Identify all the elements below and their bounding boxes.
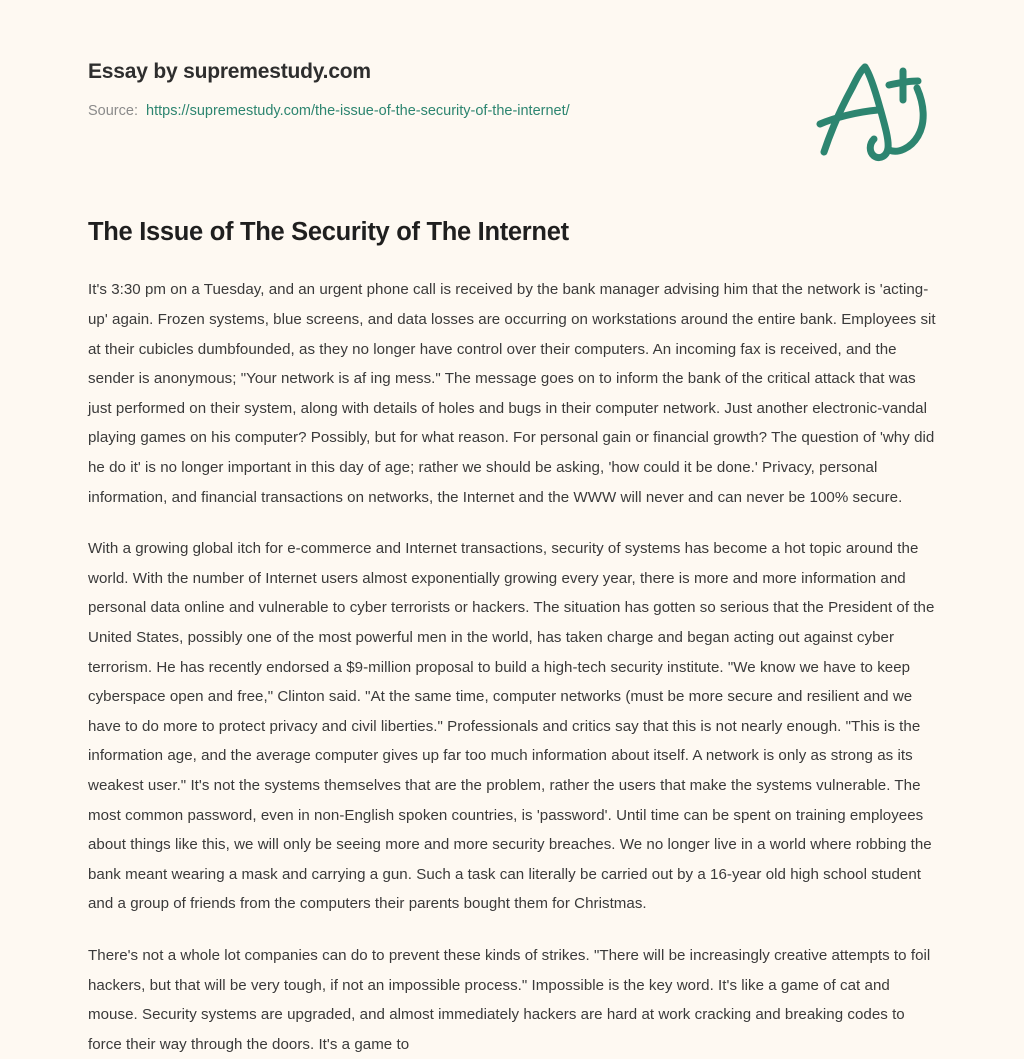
source-url-link[interactable]: https://supremestudy.com/the-issue-of-the-security-of-the-internet/ [146, 103, 570, 120]
page-title: The Issue of The Security of The Internet [88, 217, 569, 246]
paragraph: It's 3:30 pm on a Tuesday, and an urgent phone call is received by the bank manager advising him that the network is 'acting-up' again. Frozen systems, blue screens, and data losses are occurring on workstations around the entire bank. Employees sit at their cubicles dumbfounded, as they no longer have control over their computers. An incoming fax is received, and the sender is anonymous; "Your network is af ing mess." The message goes on to inform the bank of the critical attack that was just performed on their system, along with details of holes and bugs in their computer network. Just another electronic-vandal playing games on his computer? Possibly, but for what reason. For personal gain or financial growth? The question of 'why did he do it' is no longer important in this day of age; rather we should be asking, 'how could it be done.' Privacy, personal information, and financial transactions on networks, the Internet and the WWW will never and can never be 100% secure. [88, 281, 936, 506]
document-header [88, 0, 936, 122]
source-label: Source: [88, 103, 138, 120]
paragraph: There's not a whole lot companies can do to prevent these kinds of strikes. "There will be increasingly creative attempts to foil hackers, but that will be very tough, if not an impossible process." Impossible is the key word. It's like a game of cat and mouse. Security systems are upgraded, and almost immediately hackers are hard at work cracking and breaking codes to force their way through the doors. It's a game to [88, 946, 931, 1053]
brand-attribution: Essay by supremestudy.com [88, 60, 371, 83]
paragraph: With a growing global itch for e-commerce and Internet transactions, security of systems has become a hot topic around the world. With the number of Internet users almost exponentially growing every year, there is more and more information and personal data online and vulnerable to cyber terrorists or hackers. The situation has gotten so serious that the President of the United States, possibly one of the most powerful men in the world, has taken charge and began acting out against cyber terrorism. He has recently endorsed a $9-million proposal to build a high-tech security institute. "We know we have to keep cyberspace open and free," Clinton said. "At the same time, computer networks (must be more secure and resilient and we have to do more to protect privacy and civil liberties." Professionals and critics say that this is not nearly enough. "This is the information age, and the average computer gives up far too much information about itself. A network is only as strong as its weakest user." It's not the systems themselves that are the problem, rather the users that make the systems vulnerable. The most common password, even in non-English spoken countries, is 'password'. Until time can be spent on training employees about things like this, we will only be seeing more and more security breaches. We no longer live in a world where robbing the bank meant wearing a mask and carrying a gun. Such a task can literally be carried out by a 16-year old high school student and a group of friends from the computers their parents bought them for Christmas. [88, 540, 935, 913]
source-line [88, 101, 936, 121]
article-body [88, 248, 936, 1059]
